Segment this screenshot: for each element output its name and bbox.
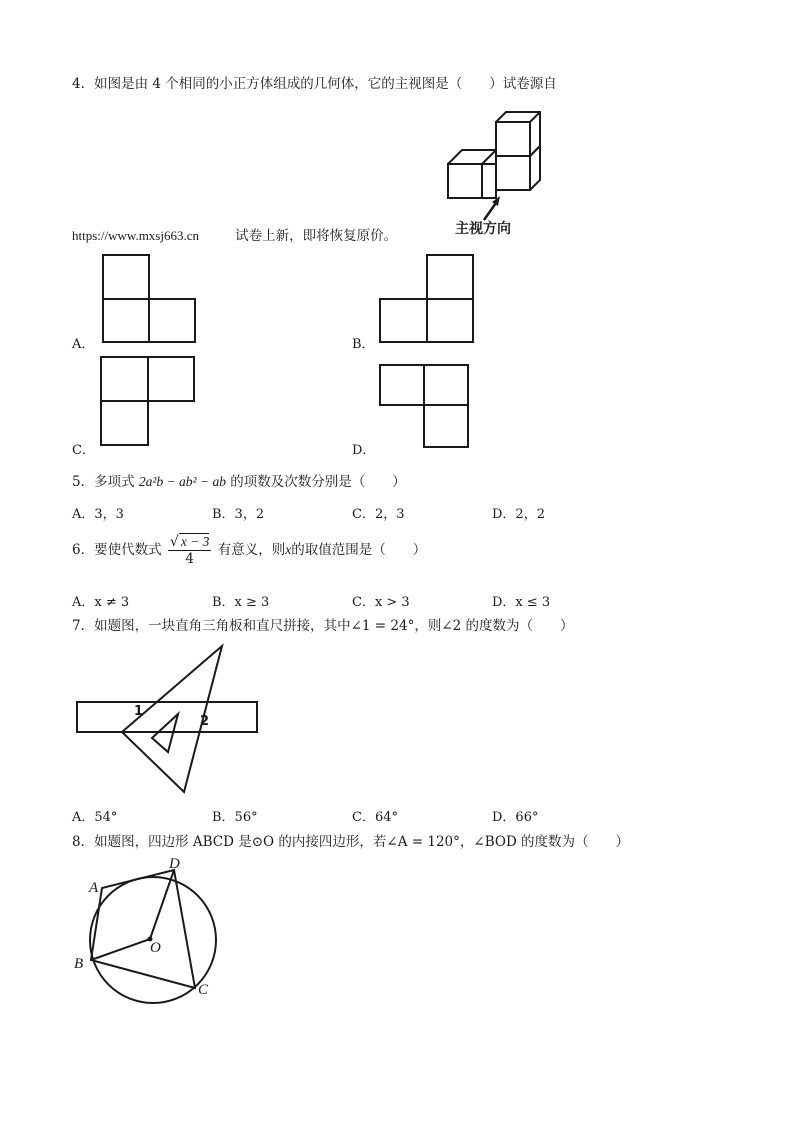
q7-option-b: B．56° — [212, 810, 258, 825]
q4-number: 4． — [72, 76, 95, 92]
q7-option-c: C．64° — [352, 810, 398, 825]
q8-point-o: O — [150, 940, 161, 956]
q8-circle-figure — [70, 852, 230, 1012]
q6-denominator: 4 — [185, 551, 194, 567]
q5-number: 5． — [72, 474, 95, 490]
q7-option-d: D．66° — [492, 810, 539, 825]
q8-point-d: D — [169, 856, 180, 872]
q6-fraction: $\frac{√ x - 3}{4}$ — [169, 534, 210, 567]
q8-point-b: B — [74, 956, 84, 972]
q6-suffix-b: 的取值范围是（ ） — [291, 542, 427, 558]
q8-text: 如题图，四边形 ABCD 是⊙O 的内接四边形，若∠A = 120°，∠BOD 的度数为（ ） — [94, 834, 630, 850]
q8-point-a: A — [89, 880, 99, 896]
q6-stem — [72, 534, 426, 567]
q6-option-b: B．x ≥ 3 — [212, 595, 270, 610]
q4-option-c-label: C． — [72, 443, 95, 458]
q7-option-a: A．54° — [72, 810, 118, 825]
q6-option-a: A．x ≠ 3 — [72, 595, 130, 610]
q6-suffix-a: 有意义，则 — [217, 542, 286, 558]
q5-option-a: A．3，3 — [72, 507, 124, 522]
q7-number: 7． — [72, 618, 95, 634]
q4-option-a-figure — [100, 252, 200, 344]
q5-option-c: C．2，3 — [352, 507, 405, 522]
q8-point-c: C — [198, 982, 209, 998]
q7-stem — [72, 614, 574, 634]
q4-option-c-figure — [98, 354, 198, 448]
q6-prefix: 要使代数式 — [94, 542, 162, 558]
q4-option-b-label: B． — [352, 337, 375, 352]
q8-stem — [72, 830, 629, 850]
q4-source-url: https://www.mxsj663.cn — [72, 228, 199, 243]
q4-source-tail: 试卷上新，即将恢复原价。 — [235, 228, 398, 244]
q5-expression: 2a²b − ab² − ab — [138, 474, 226, 489]
q5-stem — [72, 470, 406, 490]
q4-source-line — [72, 224, 397, 244]
q6-option-d: D．x ≤ 3 — [492, 595, 551, 610]
q6-var: x — [285, 542, 292, 557]
q8-number: 8． — [72, 834, 95, 850]
q7-ruler-triangle-figure — [72, 640, 272, 800]
q7-angle2-label: 2 — [200, 714, 210, 729]
q5-option-d: D．2，2 — [492, 507, 545, 522]
q6-option-c: C．x > 3 — [352, 595, 410, 610]
q7-angle1-label: 1 — [134, 704, 144, 719]
q4-option-d-label: D． — [352, 443, 376, 458]
q4-figure-caption: 主视方向 — [455, 221, 511, 237]
q4-option-d-figure — [377, 362, 471, 450]
q4-option-a-label: A． — [72, 337, 95, 352]
q4-option-b-figure — [377, 252, 477, 344]
q6-number: 6． — [72, 542, 95, 558]
q4-text: 如图是由 4 个相同的小正方体组成的几何体，它的主视图是（ ）试卷源自 — [94, 76, 557, 92]
q6-numerator: x − 3 — [180, 534, 210, 549]
q5-suffix: 的项数及次数分别是（ ） — [230, 474, 406, 490]
q4-stem — [72, 72, 557, 92]
q5-option-b: B．3，2 — [212, 507, 265, 522]
q5-prefix: 多项式 — [94, 474, 135, 490]
q7-text: 如题图，一块直角三角板和直尺拼接，其中∠1 = 24°，则∠2 的度数为（ ） — [94, 618, 574, 634]
